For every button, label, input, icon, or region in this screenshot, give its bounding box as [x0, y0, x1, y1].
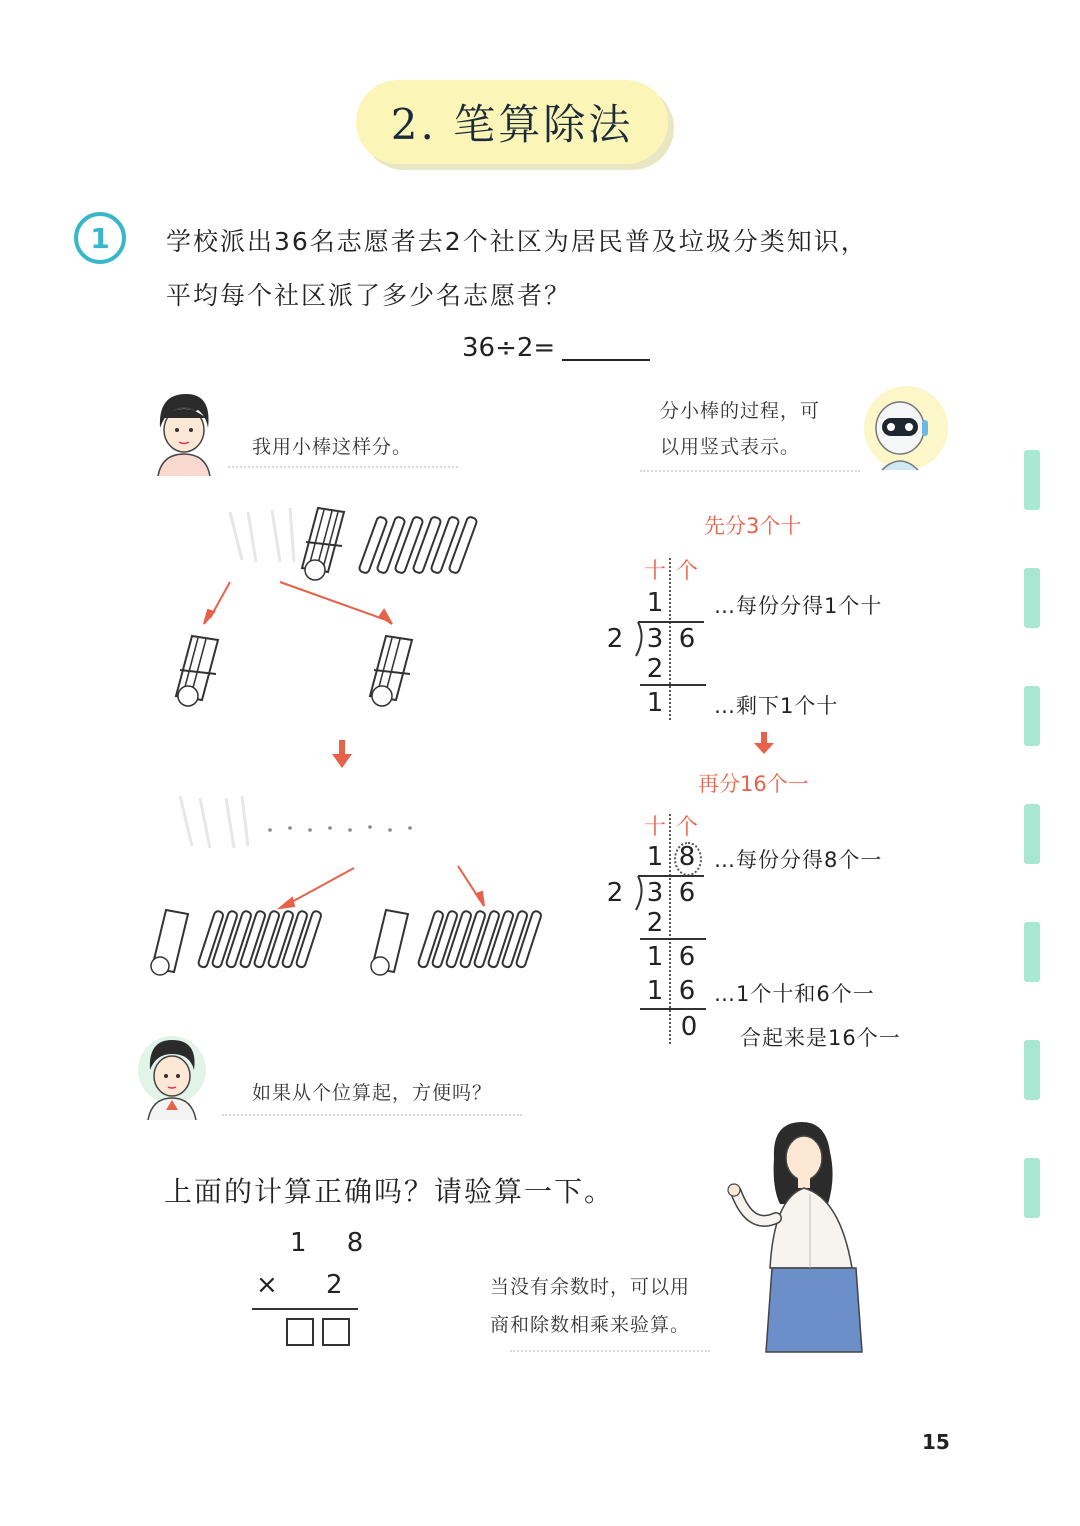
girl-illustration [148, 388, 218, 476]
page-number: 15 [922, 1430, 950, 1454]
robot-speech-line-1: 分小棒的过程，可 [660, 400, 821, 422]
subtract2-ones: 6 [678, 976, 696, 1006]
subtract2-tens: 1 [646, 976, 664, 1006]
girl2-illustration [136, 1030, 208, 1120]
lesson-title: 2. 笔算除法 [356, 80, 668, 164]
robot-illustration [860, 386, 950, 474]
dividend-tens-2: 3 [646, 878, 664, 908]
remainder-tens: 1 [646, 688, 664, 718]
problem-text-line-1: 学校派出36名志愿者去2个社区为居民普及垃圾分类知识， [166, 227, 868, 256]
ten-bundle-right [370, 636, 412, 706]
step1-label: 先分3个十 [704, 514, 802, 538]
ones-column-header: 个 [675, 559, 698, 584]
faded-sticks-middle [180, 796, 248, 848]
problem-text-line-2: 平均每个社区派了多少名志愿者？ [166, 281, 572, 310]
step1-quotient-note: …每份分得1个十 [714, 594, 883, 618]
answer-box-ones[interactable] [322, 1318, 350, 1346]
girl2-speech: 如果从个位算起，方便吗？ [252, 1082, 493, 1104]
down-arrow [332, 740, 352, 768]
tens-column-header: 十 [643, 559, 666, 584]
six-single-sticks [358, 516, 477, 574]
bring-down-ones: 6 [678, 942, 696, 972]
side-tab [1024, 1040, 1040, 1100]
bundle-and-sticks-left [151, 910, 322, 975]
split-arrows [204, 582, 392, 624]
step2-label: 再分16个一 [698, 772, 809, 796]
teacher-speech-line-1: 当没有余数时，可以用 [490, 1276, 691, 1298]
subtract-tens-2: 2 [646, 908, 664, 938]
side-tab [1024, 1158, 1040, 1218]
answer-box-tens[interactable] [286, 1318, 314, 1346]
speech-underline [640, 470, 860, 472]
teacher-illustration [716, 1118, 886, 1358]
subtract-tens: 2 [646, 654, 664, 684]
step2-quotient-note: …每份分得8个一 [714, 848, 883, 872]
ten-bundle-top [302, 508, 344, 580]
speech-underline [228, 466, 458, 468]
tens-column-header-2: 十 [643, 815, 666, 840]
faded-bundles-top [230, 508, 294, 562]
quotient-tens: 1 [646, 588, 664, 618]
side-tab [1024, 804, 1040, 864]
multiplication-line [252, 1308, 358, 1310]
step2-combined-note-2: 合起来是16个一 [740, 1026, 901, 1050]
problem-number-badge: 1 [74, 212, 126, 264]
subtraction-line [640, 684, 706, 686]
subtraction-line-2 [640, 938, 706, 940]
step2-combined-note-1: …1个十和6个一 [714, 982, 875, 1006]
quotient-ones: 8 [678, 842, 696, 872]
dividend-tens: 3 [646, 624, 664, 654]
subtraction-line-3 [640, 1008, 706, 1010]
side-tab [1024, 450, 1040, 510]
multiplier: 2 [326, 1270, 343, 1300]
dotted-stick-row [268, 825, 412, 832]
robot-speech-line-2: 以用竖式表示。 [660, 436, 801, 458]
step-down-arrow [754, 732, 774, 756]
ones-column-header-2: 个 [675, 815, 698, 840]
side-tab [1024, 686, 1040, 746]
side-tab [1024, 922, 1040, 982]
speech-underline [510, 1350, 710, 1352]
quotient-tens-2: 1 [646, 842, 664, 872]
sticks-division-illustration [130, 490, 560, 990]
dividend-ones: 6 [678, 624, 696, 654]
equation: 36÷2= [462, 333, 556, 363]
split-arrows-2 [280, 866, 484, 908]
divisor-2: 2 [606, 878, 624, 908]
bundle-and-sticks-right [371, 910, 542, 975]
multiplicand: 1 8 [290, 1228, 380, 1258]
dividend-ones-2: 6 [678, 878, 696, 908]
step1-remainder-note: …剩下1个十 [714, 694, 839, 718]
final-remainder: 0 [680, 1012, 698, 1042]
girl-speech: 我用小棒这样分。 [252, 436, 413, 458]
answer-blank[interactable] [562, 359, 650, 361]
divisor: 2 [606, 624, 624, 654]
times-sign: × [256, 1270, 278, 1300]
speech-underline [222, 1114, 522, 1116]
side-tab [1024, 568, 1040, 628]
teacher-speech-line-2: 商和除数相乘来验算。 [490, 1314, 691, 1336]
ten-bundle-left [176, 636, 218, 706]
bring-down-tens: 1 [646, 942, 664, 972]
check-heading: 上面的计算正确吗？请验算一下。 [164, 1175, 615, 1208]
